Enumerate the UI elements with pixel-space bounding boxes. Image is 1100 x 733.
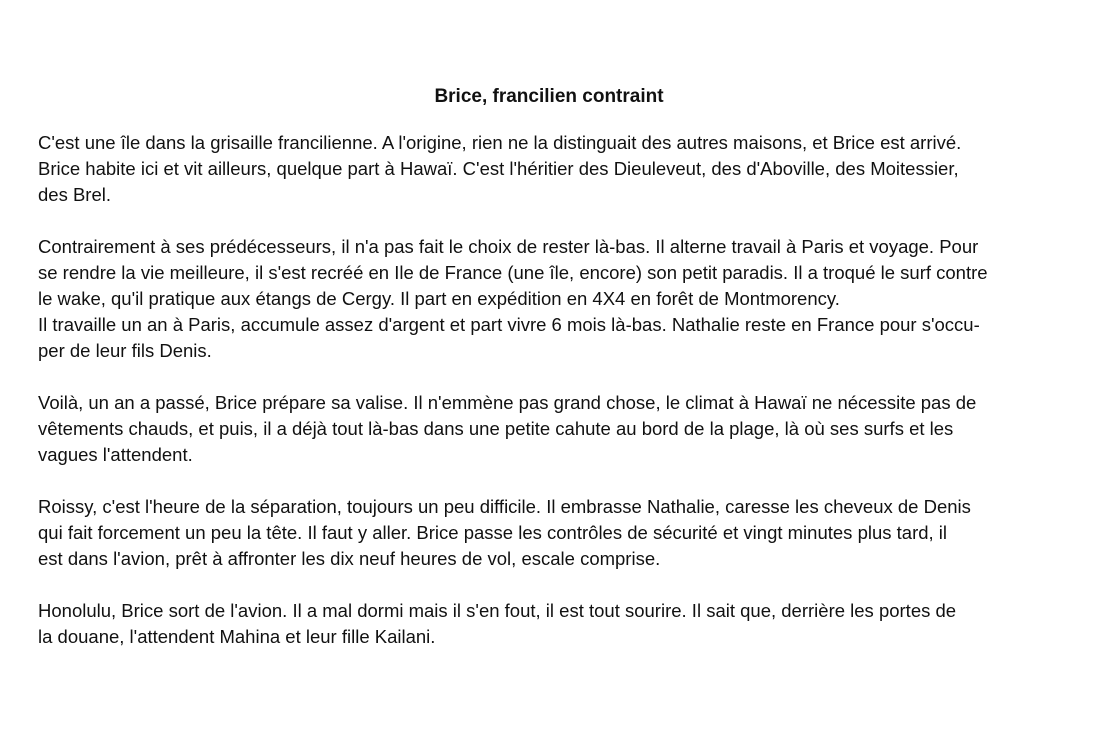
document-title: Brice, francilien contraint bbox=[434, 86, 664, 107]
paragraph-line: Honolulu, Brice sort de l'avion. Il a mal dormi mais il s'en fout, il est tout sourire. Il sait que, derrière les portes de bbox=[38, 600, 957, 621]
document-page bbox=[38, 84, 1060, 676]
paragraph-line: vêtements chauds, et puis, il a déjà tout là-bas dans une petite cahute au bord de la plage, là où ses surfs et les bbox=[38, 418, 954, 439]
paragraph-line: per de leur fils Denis. bbox=[38, 340, 212, 361]
paragraph-1 bbox=[38, 130, 1060, 208]
paragraph-line: qui fait forcement un peu la tête. Il faut y aller. Brice passe les contrôles de sécurité et vingt minutes plus tard, il bbox=[38, 522, 948, 543]
paragraph-4 bbox=[38, 494, 1060, 572]
paragraph-3 bbox=[38, 390, 1060, 468]
paragraph-2 bbox=[38, 234, 1060, 364]
paragraph-line: le wake, qu'il pratique aux étangs de Cergy. Il part en expédition en 4X4 en forêt de Montmorency. bbox=[38, 288, 840, 309]
paragraph-line: la douane, l'attendent Mahina et leur fille Kailani. bbox=[38, 626, 436, 647]
paragraph-5 bbox=[38, 598, 1060, 650]
paragraph-line: C'est une île dans la grisaille francilienne. A l'origine, rien ne la distinguait des autres maisons, et Brice est arrivé. bbox=[38, 132, 962, 153]
paragraph-line: Il travaille un an à Paris, accumule assez d'argent et part vivre 6 mois là-bas. Nathalie reste en France pour s'occu- bbox=[38, 314, 980, 335]
paragraph-line: est dans l'avion, prêt à affronter les dix neuf heures de vol, escale comprise. bbox=[38, 548, 661, 569]
paragraph-line: Contrairement à ses prédécesseurs, il n'a pas fait le choix de rester là-bas. Il alterne travail à Paris et voyage. Pour bbox=[38, 236, 979, 257]
paragraph-line: Voilà, un an a passé, Brice prépare sa valise. Il n'emmène pas grand chose, le climat à Hawaï ne nécessite pas de bbox=[38, 392, 977, 413]
paragraph-line: vagues l'attendent. bbox=[38, 444, 193, 465]
paragraph-line: se rendre la vie meilleure, il s'est recréé en Ile de France (une île, encore) son petit paradis. Il a troqué le surf contre bbox=[38, 262, 988, 283]
paragraph-line: Brice habite ici et vit ailleurs, quelque part à Hawaï. C'est l'héritier des Dieuleveut, des d'Aboville, des Moitessier, bbox=[38, 158, 959, 179]
paragraph-line: des Brel. bbox=[38, 184, 112, 205]
paragraph-line: Roissy, c'est l'heure de la séparation, toujours un peu difficile. Il embrasse Nathalie, caresse les cheveux de Denis bbox=[38, 496, 971, 517]
